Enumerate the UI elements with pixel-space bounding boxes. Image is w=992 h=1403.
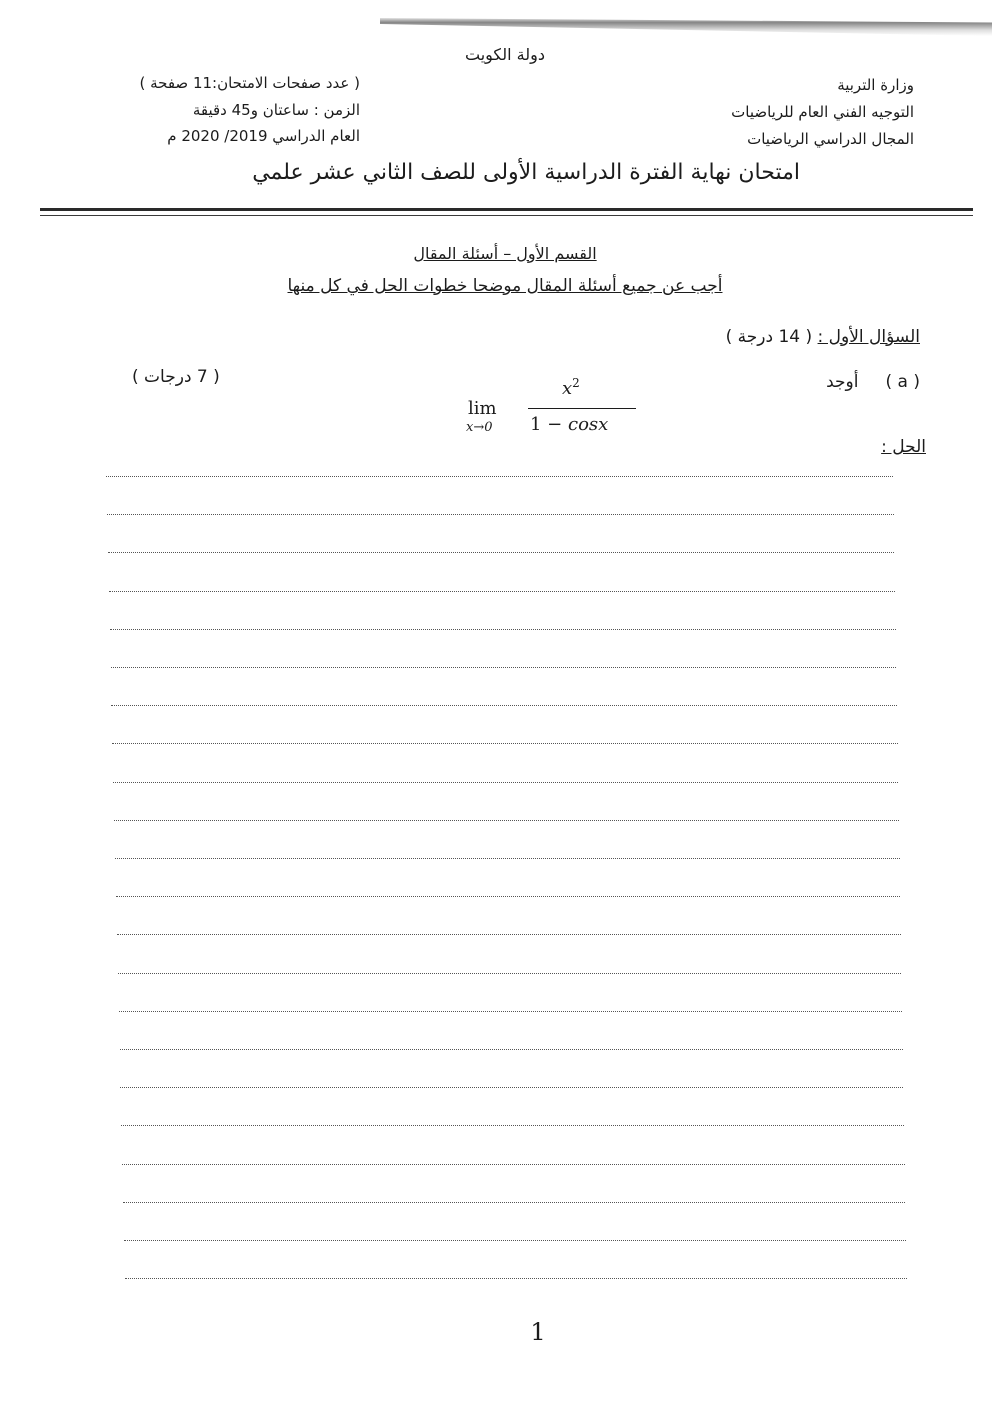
denominator [530,414,608,435]
answer-line[interactable] [116,896,900,897]
part-a-points: ( 7 درجات ) [132,367,220,387]
scan-edge-shadow [380,6,992,36]
answer-line[interactable] [120,1087,903,1088]
country-name: دولة الكويت [465,45,545,64]
answer-line[interactable] [109,591,895,592]
answer-line[interactable] [120,1049,903,1050]
part-a-letter: ( a ) [885,372,920,392]
header-divider [40,208,973,211]
answer-line[interactable] [112,743,897,744]
limit-operator: lim [468,398,497,419]
part-a-prompt: أوجد [826,372,859,392]
limit-subscript: x→0 [466,420,493,435]
academic-year: العام الدراسي 2019/ 2020 م [167,127,360,145]
answer-line[interactable] [124,1240,906,1241]
numerator-exponent: 2 [572,376,580,390]
answer-line[interactable] [106,476,893,477]
answer-line[interactable] [123,1202,905,1203]
answer-line[interactable] [119,1011,903,1012]
answer-line[interactable] [107,514,894,515]
study-field: المجال الدراسي الرياضيات [747,130,914,148]
question-1-points: ( 14 درجة ) [725,327,813,347]
answer-line[interactable] [114,820,899,821]
answer-line[interactable] [118,973,902,974]
numerator-base: x [562,378,573,399]
section-instruction [0,276,992,296]
header-divider-thin [40,215,973,216]
exam-duration: الزمن : ساعتان و45 دقيقة [192,101,360,119]
denominator-constant: 1 − [530,414,563,435]
section-title-text: القسم الأول – أسئلة المقال [413,244,597,263]
answer-line[interactable] [122,1164,905,1165]
pages-count: ( عدد صفحات الامتحان:11 صفحة ) [139,74,360,92]
limit-expression [466,374,646,444]
answer-line[interactable] [108,552,895,553]
department-name: التوجيه الفني العام للرياضيات [731,103,914,121]
denominator-function: cosx [568,414,609,435]
numerator [562,376,580,399]
answer-line[interactable] [115,858,900,859]
section-instruction-text: أجب عن جميع أسئلة المقال موضحا خطوات الحل في كل منها [287,276,723,296]
page-number: 1 [530,1318,546,1346]
question-1-label: السؤال الأول : [817,327,920,347]
exam-title: امتحان نهاية الفترة الدراسية الأولى للصف الثاني عشر علمي [252,160,800,185]
answer-line[interactable] [113,782,898,783]
answer-line[interactable] [111,705,897,706]
solution-label: الحل : [881,437,926,457]
answer-line[interactable] [111,667,897,668]
ministry-name: وزارة التربية [837,76,914,94]
part-a-heading [826,372,920,392]
answer-line[interactable] [121,1125,904,1126]
fraction-bar [528,408,636,409]
question-1-heading [726,327,920,347]
section-title [0,244,992,263]
answer-line[interactable] [125,1278,907,1279]
answer-line[interactable] [110,629,896,630]
answer-line[interactable] [117,934,901,935]
